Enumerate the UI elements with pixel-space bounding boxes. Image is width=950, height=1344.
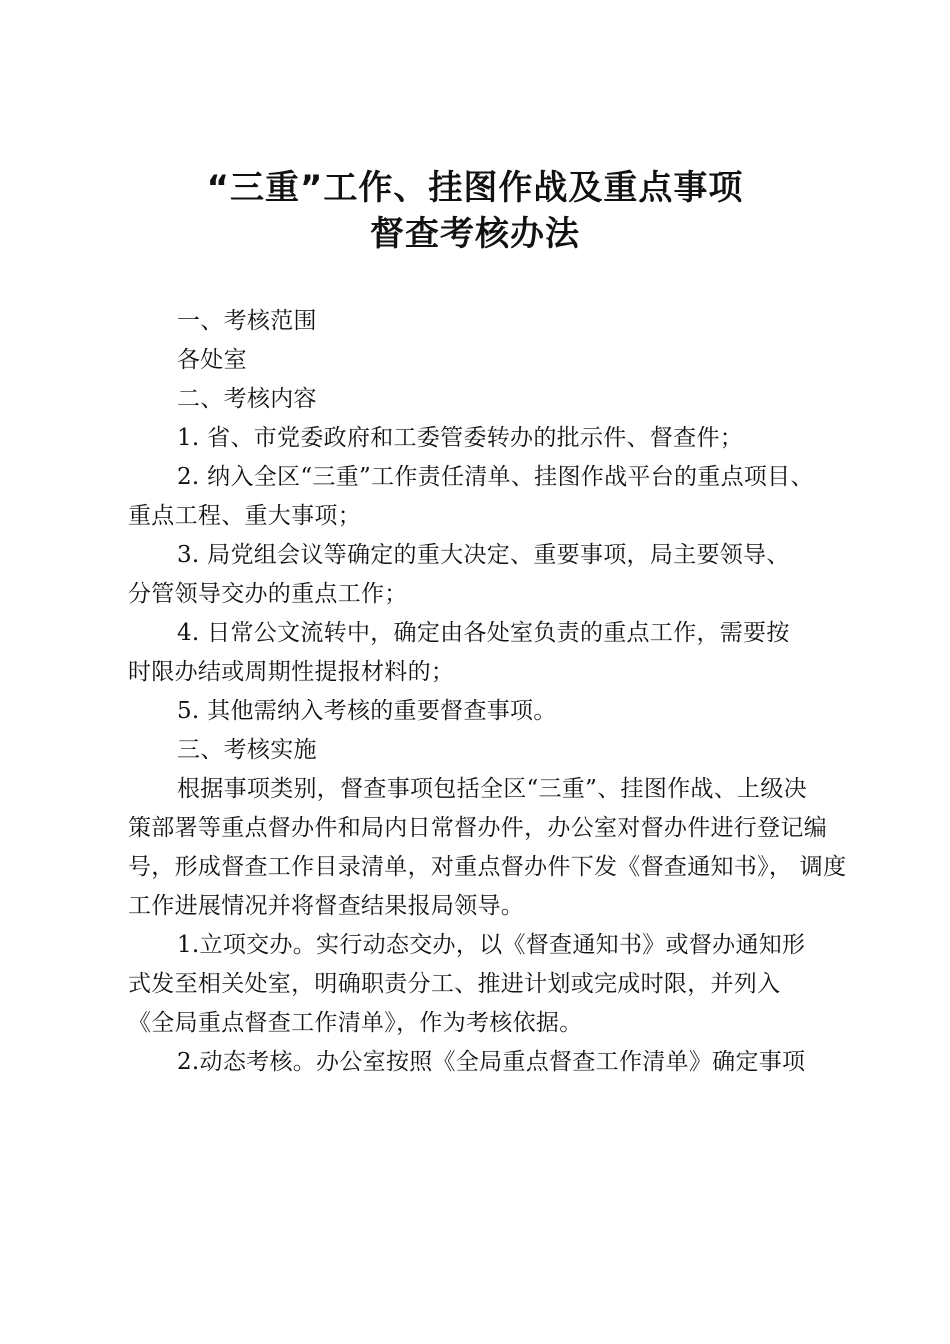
paragraph-line: 《全局重点督查工作清单》，作为考核依据。 [128, 1010, 583, 1036]
paragraph-line: 2.动态考核。办公室按照《全局重点督查工作清单》确定事项 [177, 1049, 806, 1075]
list-item-3-continued: 分管领导交办的重点工作； [128, 581, 408, 607]
paragraph-line: 号，形成督查工作目录清单，对重点督办件下发《督查通知书》， 调度 [128, 854, 847, 880]
document-title-line-1: “三重”工作、挂图作战及重点事项 [206, 168, 744, 208]
document-title-line-2: 督查考核办法 [370, 214, 580, 254]
list-item-4: 4. 日常公文流转中，确定由各处室负责的重点工作，需要按 [177, 620, 790, 646]
list-item-5: 5. 其他需纳入考核的重要督查事项。 [177, 698, 557, 724]
paragraph-line: 1.立项交办。实行动态交办，以《督查通知书》或督办通知形 [177, 932, 806, 958]
paragraph-line: 策部署等重点督办件和局内日常督办件，办公室对督办件进行登记编 [128, 815, 827, 841]
list-item-4-continued: 时限办结或周期性提报材料的； [128, 659, 455, 685]
list-item-3: 3. 局党组会议等确定的重大决定、重要事项，局主要领导、 [177, 542, 790, 568]
paragraph-line: 各处室 [177, 347, 247, 373]
paragraph-line: 根据事项类别，督查事项包括全区“三重”、挂图作战、上级决 [177, 776, 807, 802]
list-item-2: 2. 纳入全区“三重”工作责任清单、挂图作战平台的重点项目、 [177, 464, 814, 490]
section-heading-content: 二、考核内容 [177, 386, 317, 412]
section-heading-scope: 一、考核范围 [177, 308, 317, 334]
list-item-2-continued: 重点工程、重大事项； [128, 503, 361, 529]
paragraph-line: 工作进展情况并将督查结果报局领导。 [128, 893, 525, 919]
section-heading-implementation: 三、考核实施 [177, 737, 317, 763]
paragraph-line: 式发至相关处室，明确职责分工、推进计划或完成时限，并列入 [128, 971, 781, 997]
list-item-1: 1. 省、市党委政府和工委管委转办的批示件、督查件； [177, 425, 744, 451]
